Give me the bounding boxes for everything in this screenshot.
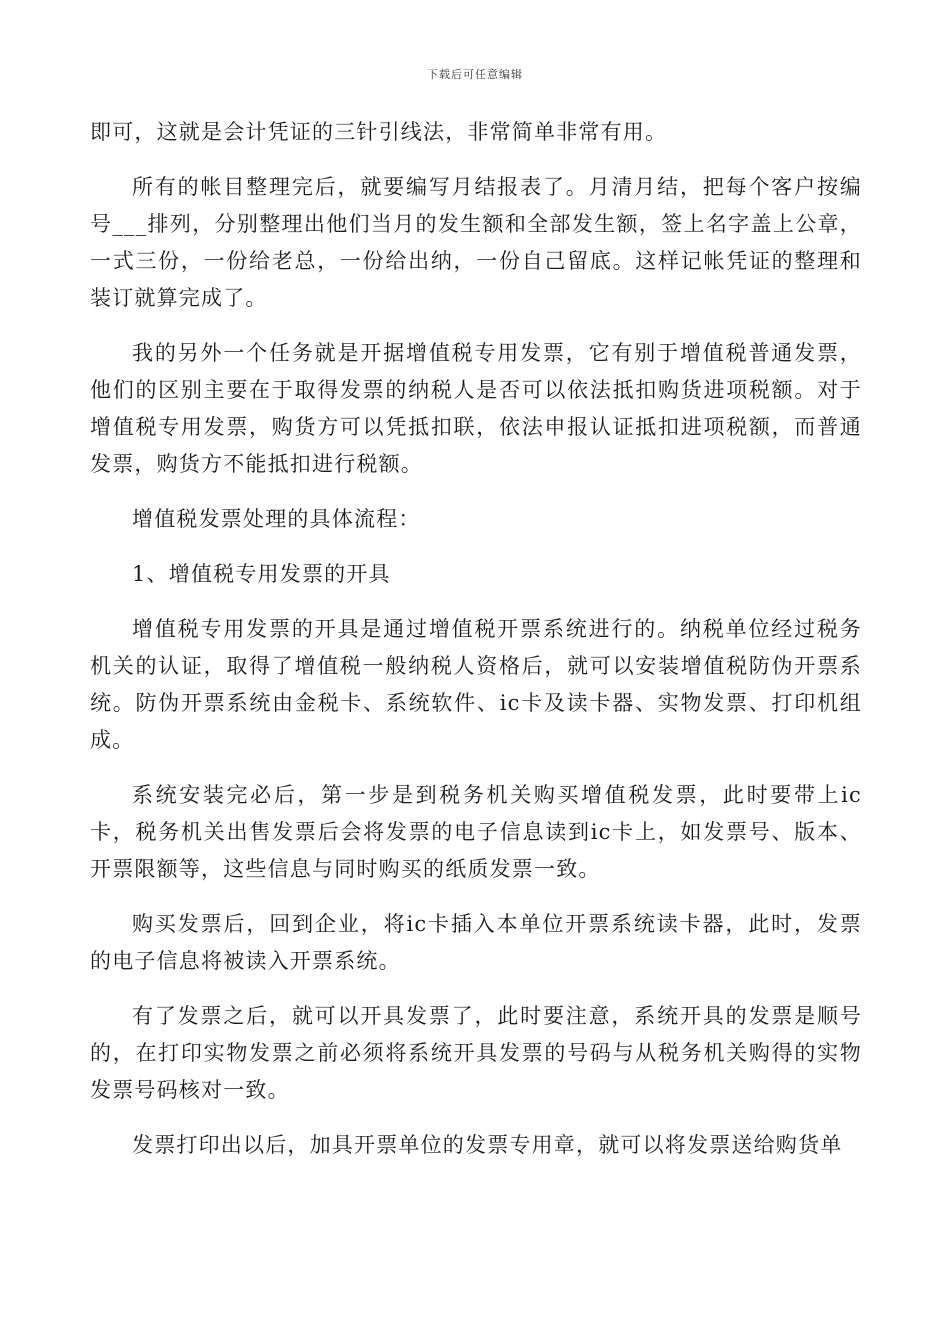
paragraph: 发票打印出以后，加具开票单位的发票专用章，就可以将发票送给购货单: [132, 1133, 843, 1157]
paragraph: 即可，这就是会计凭证的三针引线法，非常简单非常有用。: [90, 120, 668, 144]
paragraph: 购买发票后，回到企业，将ic卡插入本单位开票系统读卡器，此时，发票的电子信息将被读入开票系统。: [90, 912, 862, 973]
paragraph: 我的另外一个任务就是开据增值税专用发票，它有别于增值税普通发票，他们的区别主要在于取得发票的纳税人是否可以依法抵扣购货进项税额。对于增值税专用发票，购货方可以凭抵扣联，依法申报认证抵扣进项税额，而普通发票，购货方不能抵扣进行税额。: [90, 341, 862, 476]
page-header: 下载后可任意编辑: [427, 68, 523, 81]
paragraph: 所有的帐目整理完后，就要编写月结报表了。月清月结，把每个客户按编号___排列，分别整理出他们当月的发生额和全部发生额，签上名字盖上公章，一式三份，一份给老总，一份给出纳，一份自己留底。这样记帐凭证的整理和装订就算完成了。: [90, 175, 862, 310]
paragraph: 增值税专用发票的开具是通过增值税开票系统进行的。纳税单位经过税务机关的认证，取得了增值税一般纳税人资格后，就可以安装增值税防伪开票系统。防伪开票系统由金税卡、系统软件、ic卡及读卡器、实物发票、打印机组成。: [90, 617, 862, 752]
document-body: [90, 114, 862, 1182]
section-heading: 增值税发票处理的具体流程：: [132, 507, 421, 531]
paragraph: 系统安装完必后，第一步是到税务机关购买增值税发票，此时要带上ic卡，税务机关出售发票后会将发票的电子信息读到ic卡上，如发票号、版本、开票限额等，这些信息与同时购买的纸质发票一致。: [90, 783, 862, 881]
section-heading: 1、增值税专用发票的开具: [132, 562, 391, 586]
paragraph: 有了发票之后，就可以开具发票了，此时要注意，系统开具的发票是顺号的，在打印实物发票之前必须将系统开具发票的号码与从税务机关购得的实物发票号码核对一致。: [90, 1004, 862, 1102]
